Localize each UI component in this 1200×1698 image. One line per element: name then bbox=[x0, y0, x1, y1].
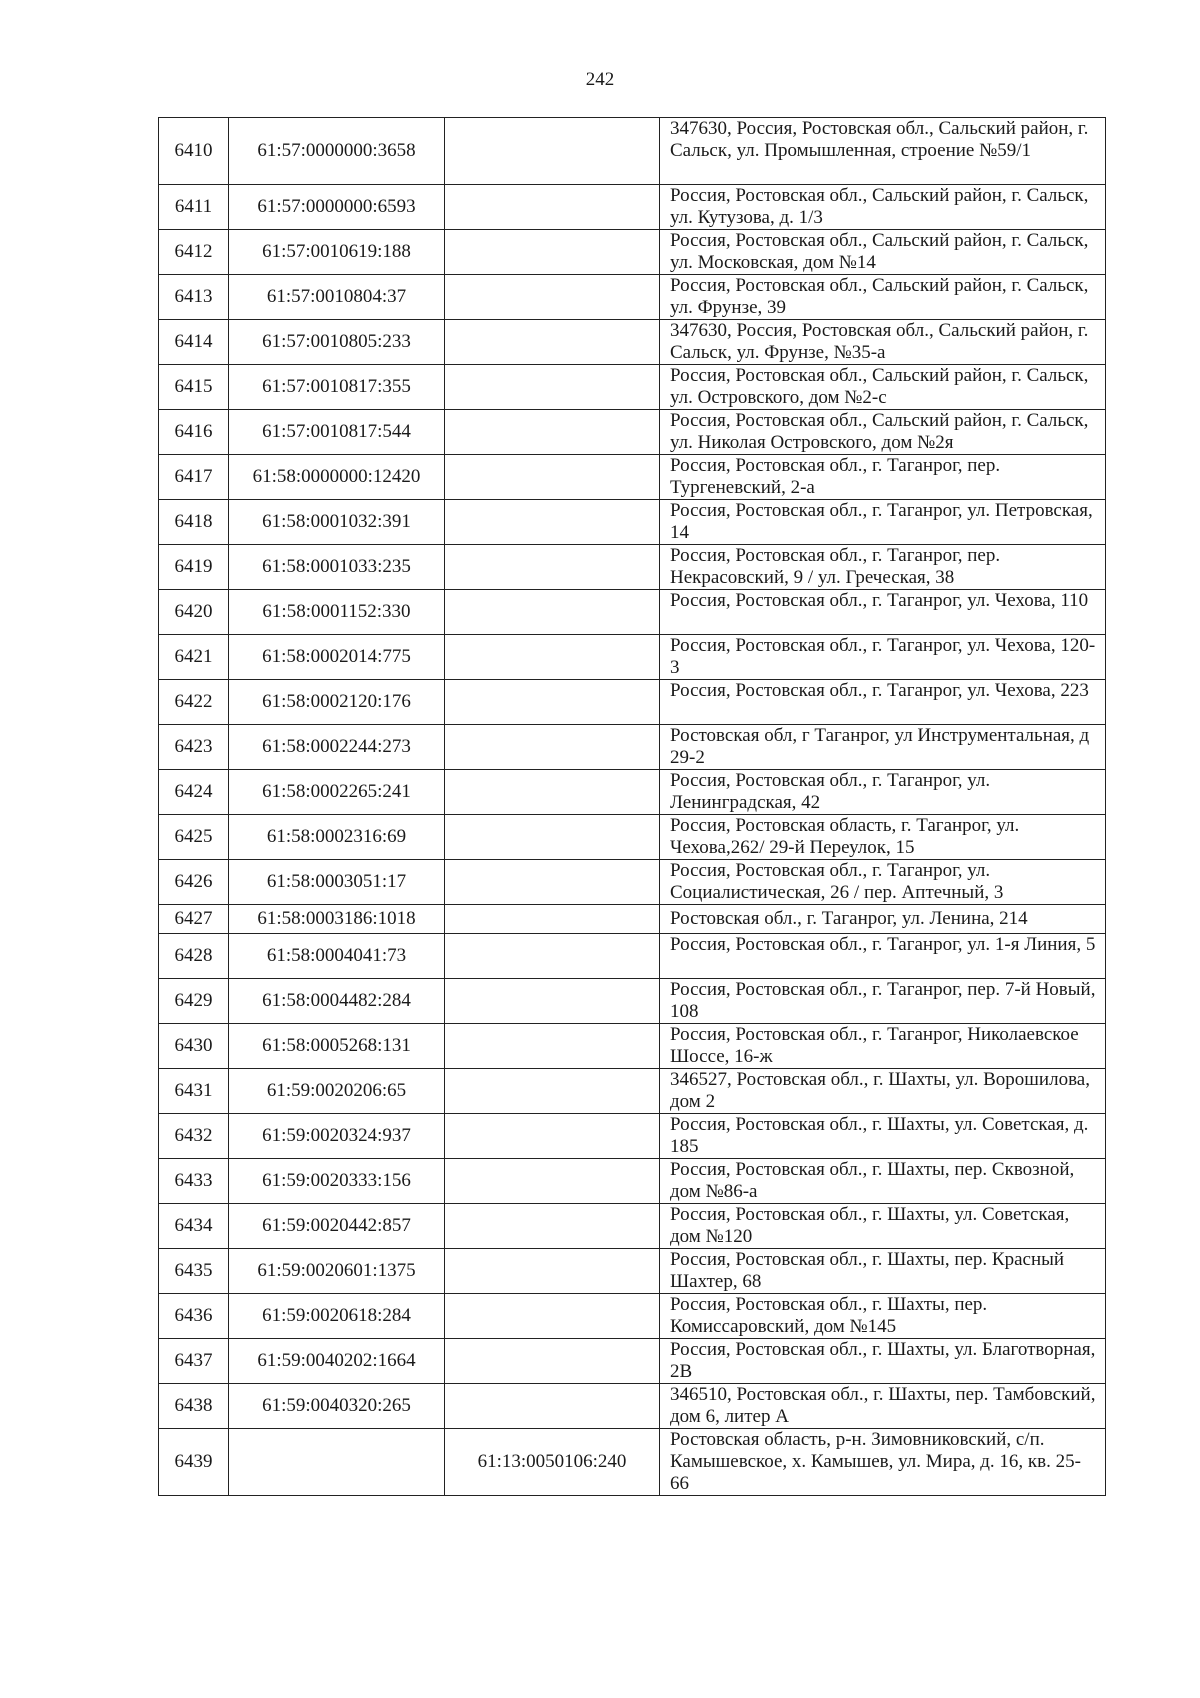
second-cadastral-number-cell bbox=[445, 1204, 660, 1249]
address-cell: Россия, Ростовская обл., г. Шахты, пер. Сквозной, дом №86-а bbox=[660, 1159, 1106, 1204]
second-cadastral-number-cell bbox=[445, 1249, 660, 1294]
table-row bbox=[159, 118, 1106, 185]
table-row bbox=[159, 1294, 1106, 1339]
cadastral-number-cell: 61:58:0002014:775 bbox=[229, 635, 445, 680]
cadastral-number-cell: 61:58:0002265:241 bbox=[229, 770, 445, 815]
table-row bbox=[159, 979, 1106, 1024]
table-row bbox=[159, 860, 1106, 905]
table-row bbox=[159, 365, 1106, 410]
cadastral-number-cell: 61:59:0020618:284 bbox=[229, 1294, 445, 1339]
cadastral-number-cell: 61:58:0002244:273 bbox=[229, 725, 445, 770]
address-cell: Россия, Ростовская обл., г. Шахты, пер. Красный Шахтер, 68 bbox=[660, 1249, 1106, 1294]
table-row bbox=[159, 1114, 1106, 1159]
second-cadastral-number-cell bbox=[445, 185, 660, 230]
address-cell: Ростовская обл., г. Таганрог, ул. Ленина, 214 bbox=[660, 905, 1106, 934]
cadastral-number-cell: 61:58:0003186:1018 bbox=[229, 905, 445, 934]
row-number-cell: 6422 bbox=[159, 680, 229, 725]
table-row bbox=[159, 320, 1106, 365]
address-cell: Россия, Ростовская обл., г. Таганрог, ул. Чехова, 120-3 bbox=[660, 635, 1106, 680]
row-number-cell: 6429 bbox=[159, 979, 229, 1024]
table-row bbox=[159, 1024, 1106, 1069]
cadastral-number-cell: 61:59:0020601:1375 bbox=[229, 1249, 445, 1294]
second-cadastral-number-cell bbox=[445, 815, 660, 860]
second-cadastral-number-cell bbox=[445, 118, 660, 185]
second-cadastral-number-cell bbox=[445, 230, 660, 275]
row-number-cell: 6433 bbox=[159, 1159, 229, 1204]
cadastral-number-cell: 61:58:0001032:391 bbox=[229, 500, 445, 545]
address-cell: Россия, Ростовская обл., г. Таганрог, пер. Некрасовский, 9 / ул. Греческая, 38 bbox=[660, 545, 1106, 590]
second-cadastral-number-cell bbox=[445, 1294, 660, 1339]
table-row bbox=[159, 500, 1106, 545]
cadastral-number-cell: 61:58:0004482:284 bbox=[229, 979, 445, 1024]
row-number-cell: 6415 bbox=[159, 365, 229, 410]
cadastral-number-cell: 61:59:0020324:937 bbox=[229, 1114, 445, 1159]
second-cadastral-number-cell bbox=[445, 500, 660, 545]
row-number-cell: 6424 bbox=[159, 770, 229, 815]
row-number-cell: 6418 bbox=[159, 500, 229, 545]
address-cell: Россия, Ростовская область, г. Таганрог, ул. Чехова,262/ 29-й Переулок, 15 bbox=[660, 815, 1106, 860]
second-cadastral-number-cell bbox=[445, 860, 660, 905]
cadastral-number-cell: 61:57:0010804:37 bbox=[229, 275, 445, 320]
second-cadastral-number-cell bbox=[445, 725, 660, 770]
cadastral-number-cell: 61:59:0020442:857 bbox=[229, 1204, 445, 1249]
address-cell: Россия, Ростовская обл., г. Таганрог, ул. Петровская, 14 bbox=[660, 500, 1106, 545]
row-number-cell: 6431 bbox=[159, 1069, 229, 1114]
row-number-cell: 6417 bbox=[159, 455, 229, 500]
registry-table-body bbox=[159, 118, 1106, 1496]
row-number-cell: 6435 bbox=[159, 1249, 229, 1294]
row-number-cell: 6428 bbox=[159, 934, 229, 979]
address-cell: Россия, Ростовская обл., Сальский район, г. Сальск, ул. Николая Островского, дом №2я bbox=[660, 410, 1106, 455]
cadastral-number-cell: 61:59:0020206:65 bbox=[229, 1069, 445, 1114]
address-cell: 346510, Ростовская обл., г. Шахты, пер. Тамбовский, дом 6, литер А bbox=[660, 1384, 1106, 1429]
address-cell: Россия, Ростовская обл., г. Шахты, ул. Советская, дом №120 bbox=[660, 1204, 1106, 1249]
address-cell: Россия, Ростовская обл., г. Таганрог, ул. Чехова, 110 bbox=[660, 590, 1106, 635]
address-cell: 347630, Россия, Ростовская обл., Сальский район, г. Сальск, ул. Промышленная, строение №59/1 bbox=[660, 118, 1106, 185]
table-row bbox=[159, 1204, 1106, 1249]
row-number-cell: 6423 bbox=[159, 725, 229, 770]
second-cadastral-number-cell bbox=[445, 1339, 660, 1384]
row-number-cell: 6430 bbox=[159, 1024, 229, 1069]
table-row bbox=[159, 410, 1106, 455]
address-cell: Россия, Ростовская обл., г. Таганрог, ул. Ленинградская, 42 bbox=[660, 770, 1106, 815]
second-cadastral-number-cell bbox=[445, 1114, 660, 1159]
table-row bbox=[159, 635, 1106, 680]
table-row bbox=[159, 1384, 1106, 1429]
table-row bbox=[159, 1429, 1106, 1496]
row-number-cell: 6419 bbox=[159, 545, 229, 590]
second-cadastral-number-cell bbox=[445, 455, 660, 500]
row-number-cell: 6427 bbox=[159, 905, 229, 934]
table-row bbox=[159, 455, 1106, 500]
cadastral-number-cell: 61:57:0000000:6593 bbox=[229, 185, 445, 230]
second-cadastral-number-cell bbox=[445, 1159, 660, 1204]
address-cell: Россия, Ростовская обл., г. Таганрог, Николаевское Шоссе, 16-ж bbox=[660, 1024, 1106, 1069]
cadastral-number-cell bbox=[229, 1429, 445, 1496]
row-number-cell: 6416 bbox=[159, 410, 229, 455]
second-cadastral-number-cell bbox=[445, 545, 660, 590]
table-row bbox=[159, 725, 1106, 770]
address-cell: Россия, Ростовская обл., г. Таганрог, ул. 1-я Линия, 5 bbox=[660, 934, 1106, 979]
address-cell: Ростовская обл, г Таганрог, ул Инструментальная, д 29-2 bbox=[660, 725, 1106, 770]
address-cell: 347630, Россия, Ростовская обл., Сальский район, г. Сальск, ул. Фрунзе, №35-а bbox=[660, 320, 1106, 365]
cadastral-number-cell: 61:59:0020333:156 bbox=[229, 1159, 445, 1204]
cadastral-number-cell: 61:58:0001152:330 bbox=[229, 590, 445, 635]
second-cadastral-number-cell bbox=[445, 590, 660, 635]
registry-table bbox=[158, 117, 1106, 1496]
second-cadastral-number-cell bbox=[445, 410, 660, 455]
table-row bbox=[159, 590, 1106, 635]
table-row bbox=[159, 905, 1106, 934]
row-number-cell: 6438 bbox=[159, 1384, 229, 1429]
second-cadastral-number-cell bbox=[445, 1024, 660, 1069]
table-row bbox=[159, 275, 1106, 320]
cadastral-number-cell: 61:57:0010619:188 bbox=[229, 230, 445, 275]
row-number-cell: 6414 bbox=[159, 320, 229, 365]
second-cadastral-number-cell bbox=[445, 635, 660, 680]
row-number-cell: 6432 bbox=[159, 1114, 229, 1159]
second-cadastral-number-cell bbox=[445, 770, 660, 815]
second-cadastral-number-cell bbox=[445, 275, 660, 320]
table-row bbox=[159, 1159, 1106, 1204]
second-cadastral-number-cell bbox=[445, 320, 660, 365]
row-number-cell: 6421 bbox=[159, 635, 229, 680]
row-number-cell: 6425 bbox=[159, 815, 229, 860]
cadastral-number-cell: 61:58:0004041:73 bbox=[229, 934, 445, 979]
row-number-cell: 6434 bbox=[159, 1204, 229, 1249]
row-number-cell: 6426 bbox=[159, 860, 229, 905]
table-row bbox=[159, 815, 1106, 860]
address-cell: Россия, Ростовская обл., г. Таганрог, пер. 7-й Новый, 108 bbox=[660, 979, 1106, 1024]
second-cadastral-number-cell bbox=[445, 680, 660, 725]
cadastral-number-cell: 61:58:0002120:176 bbox=[229, 680, 445, 725]
cadastral-number-cell: 61:58:0003051:17 bbox=[229, 860, 445, 905]
table-row bbox=[159, 770, 1106, 815]
table-row bbox=[159, 1339, 1106, 1384]
page-number: 242 bbox=[585, 69, 615, 90]
row-number-cell: 6439 bbox=[159, 1429, 229, 1496]
table-row bbox=[159, 545, 1106, 590]
cadastral-number-cell: 61:58:0001033:235 bbox=[229, 545, 445, 590]
table-row bbox=[159, 1069, 1106, 1114]
second-cadastral-number-cell bbox=[445, 365, 660, 410]
cadastral-number-cell: 61:58:0005268:131 bbox=[229, 1024, 445, 1069]
second-cadastral-number-cell bbox=[445, 979, 660, 1024]
second-cadastral-number-cell bbox=[445, 1384, 660, 1429]
address-cell: Россия, Ростовская обл., г. Таганрог, ул. Социалистическая, 26 / пер. Аптечный, 3 bbox=[660, 860, 1106, 905]
cadastral-number-cell: 61:59:0040202:1664 bbox=[229, 1339, 445, 1384]
address-cell: Ростовская область, р-н. Зимовниковский, с/п. Камышевское, х. Камышев, ул. Мира, д. 16, кв. 25-66 bbox=[660, 1429, 1106, 1496]
second-cadastral-number-cell: 61:13:0050106:240 bbox=[445, 1429, 660, 1496]
row-number-cell: 6411 bbox=[159, 185, 229, 230]
address-cell: Россия, Ростовская обл., г. Шахты, пер. Комиссаровский, дом №145 bbox=[660, 1294, 1106, 1339]
second-cadastral-number-cell bbox=[445, 934, 660, 979]
address-cell: Россия, Ростовская обл., Сальский район, г. Сальск, ул. Островского, дом №2-с bbox=[660, 365, 1106, 410]
cadastral-number-cell: 61:57:0000000:3658 bbox=[229, 118, 445, 185]
table-row bbox=[159, 230, 1106, 275]
cadastral-number-cell: 61:58:0002316:69 bbox=[229, 815, 445, 860]
second-cadastral-number-cell bbox=[445, 1069, 660, 1114]
row-number-cell: 6412 bbox=[159, 230, 229, 275]
address-cell: Россия, Ростовская обл., Сальский район, г. Сальск, ул. Фрунзе, 39 bbox=[660, 275, 1106, 320]
address-cell: Россия, Ростовская обл., г. Шахты, ул. Благотворная, 2В bbox=[660, 1339, 1106, 1384]
table-row bbox=[159, 185, 1106, 230]
address-cell: 346527, Ростовская обл., г. Шахты, ул. Ворошилова, дом 2 bbox=[660, 1069, 1106, 1114]
table-row bbox=[159, 1249, 1106, 1294]
row-number-cell: 6436 bbox=[159, 1294, 229, 1339]
cadastral-number-cell: 61:59:0040320:265 bbox=[229, 1384, 445, 1429]
row-number-cell: 6437 bbox=[159, 1339, 229, 1384]
second-cadastral-number-cell bbox=[445, 905, 660, 934]
address-cell: Россия, Ростовская обл., г. Шахты, ул. Советская, д. 185 bbox=[660, 1114, 1106, 1159]
table-row bbox=[159, 934, 1106, 979]
address-cell: Россия, Ростовская обл., Сальский район, г. Сальск, ул. Московская, дом №14 bbox=[660, 230, 1106, 275]
row-number-cell: 6410 bbox=[159, 118, 229, 185]
row-number-cell: 6413 bbox=[159, 275, 229, 320]
table-row bbox=[159, 680, 1106, 725]
cadastral-number-cell: 61:58:0000000:12420 bbox=[229, 455, 445, 500]
cadastral-number-cell: 61:57:0010805:233 bbox=[229, 320, 445, 365]
address-cell: Россия, Ростовская обл., Сальский район, г. Сальск, ул. Кутузова, д. 1/3 bbox=[660, 185, 1106, 230]
cadastral-number-cell: 61:57:0010817:355 bbox=[229, 365, 445, 410]
cadastral-number-cell: 61:57:0010817:544 bbox=[229, 410, 445, 455]
row-number-cell: 6420 bbox=[159, 590, 229, 635]
address-cell: Россия, Ростовская обл., г. Таганрог, ул. Чехова, 223 bbox=[660, 680, 1106, 725]
address-cell: Россия, Ростовская обл., г. Таганрог, пер. Тургеневский, 2-а bbox=[660, 455, 1106, 500]
